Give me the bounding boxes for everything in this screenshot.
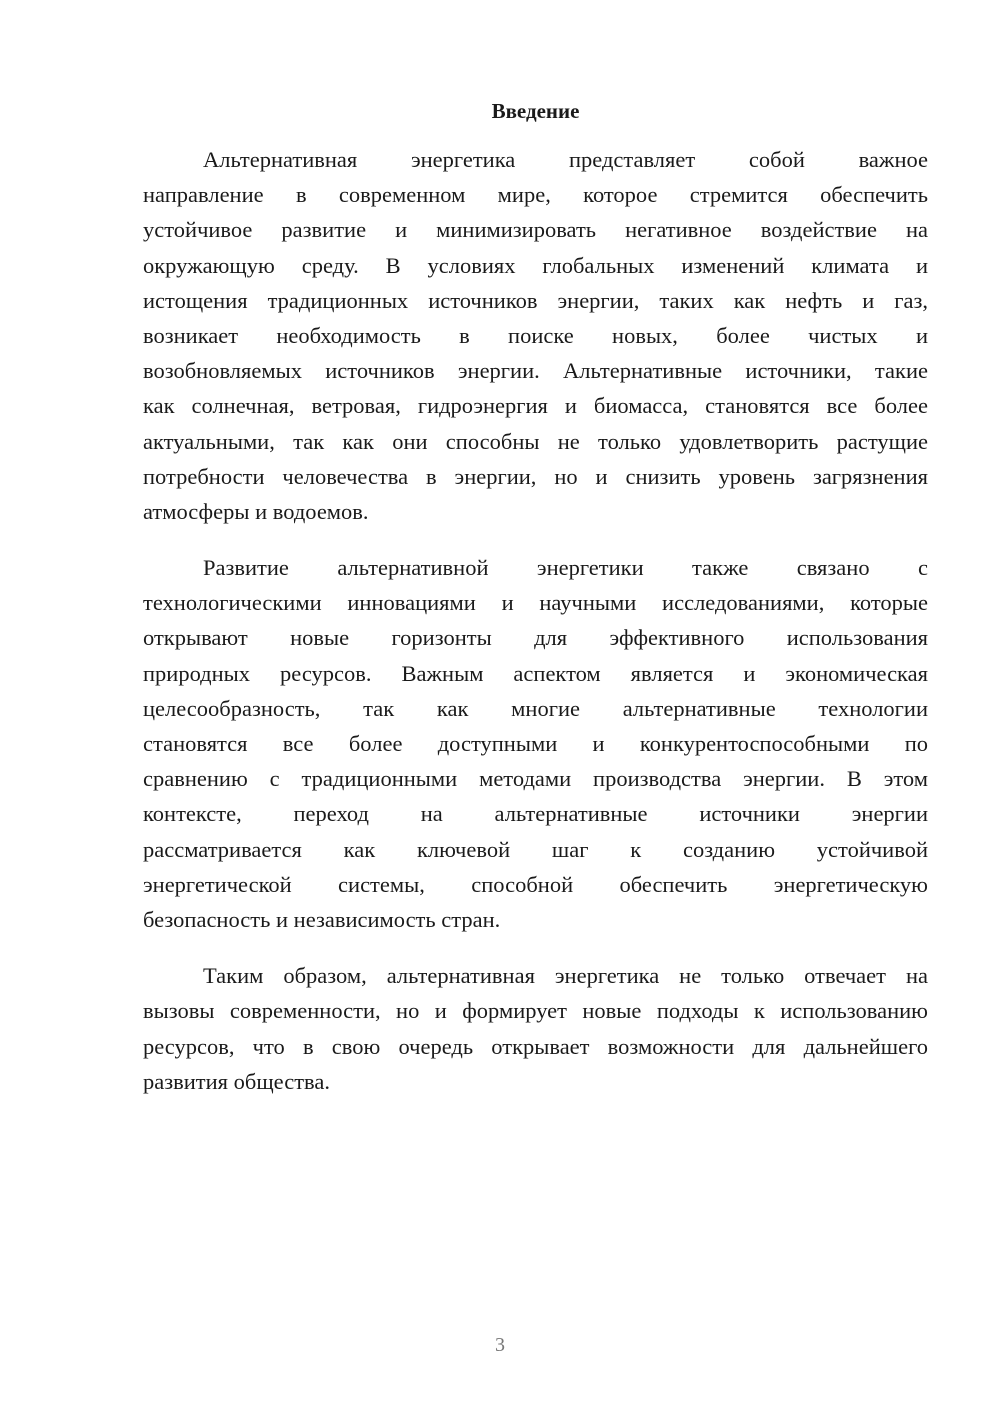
paragraph-line: атмосферы и водоемов. (143, 498, 369, 524)
paragraph-line: технологическими инновациями и научными исследованиями, которые (143, 590, 928, 616)
paragraph-line: целесообразность, так как многие альтернативные технологии (143, 695, 928, 721)
paragraph-line: Альтернативная энергетика представляет собой важное (203, 147, 928, 172)
paragraph (143, 958, 928, 1099)
paragraph-line: развития общества. (143, 1068, 330, 1094)
paragraph (143, 550, 928, 937)
paragraph (143, 142, 928, 529)
paragraph-line: возобновляемых источников энергии. Альтернативные источники, такие (143, 358, 928, 384)
paragraph-line: устойчивое развитие и минимизировать негативное воздействие на (143, 217, 928, 243)
paragraph-line: безопасность и независимость стран. (143, 906, 501, 932)
paragraph-line: истощения традиционных источников энергии, таких как нефть и газ, (143, 287, 928, 313)
paragraph-line: актуальными, так как они способны не только удовлетворить растущие (143, 428, 928, 454)
paragraph-line: как солнечная, ветровая, гидроэнергия и биомасса, становятся все более (143, 393, 928, 419)
paragraph-line: потребности человечества в энергии, но и снизить уровень загрязнения (143, 463, 928, 489)
paragraph-line: окружающую среду. В условиях глобальных изменений климата и (143, 252, 928, 278)
paragraph-line: Развитие альтернативной энергетики также связано с (203, 555, 928, 581)
paragraph-line: ресурсов, что в свою очередь открывает возможности для дальнейшего (143, 1033, 928, 1059)
document-title: Введение (491, 99, 580, 123)
paragraph-line: энергетической системы, способной обеспечить энергетическую (143, 871, 928, 897)
page-number: 3 (495, 1334, 505, 1356)
paragraph-line: сравнению с традиционными методами производства энергии. В этом (143, 766, 928, 792)
paragraph-line: Таким образом, альтернативная энергетика не только отвечает на (203, 963, 928, 989)
paragraph-line: природных ресурсов. Важным аспектом является и экономическая (143, 660, 928, 686)
paragraph-line: вызовы современности, но и формирует новые подходы к использованию (143, 998, 928, 1024)
paragraph-line: возникает необходимость в поиске новых, более чистых и (143, 322, 928, 348)
paragraph-line: рассматривается как ключевой шаг к созданию устойчивой (143, 836, 928, 862)
paragraph-line: открывают новые горизонты для эффективного использования (143, 625, 928, 651)
paragraph-line: становятся все более доступными и конкурентоспособными по (143, 731, 928, 756)
document-body (143, 142, 928, 1099)
paragraph-line: контексте, переход на альтернативные источники энергии (143, 801, 928, 827)
paragraph-line: направление в современном мире, которое стремится обеспечить (143, 182, 928, 208)
